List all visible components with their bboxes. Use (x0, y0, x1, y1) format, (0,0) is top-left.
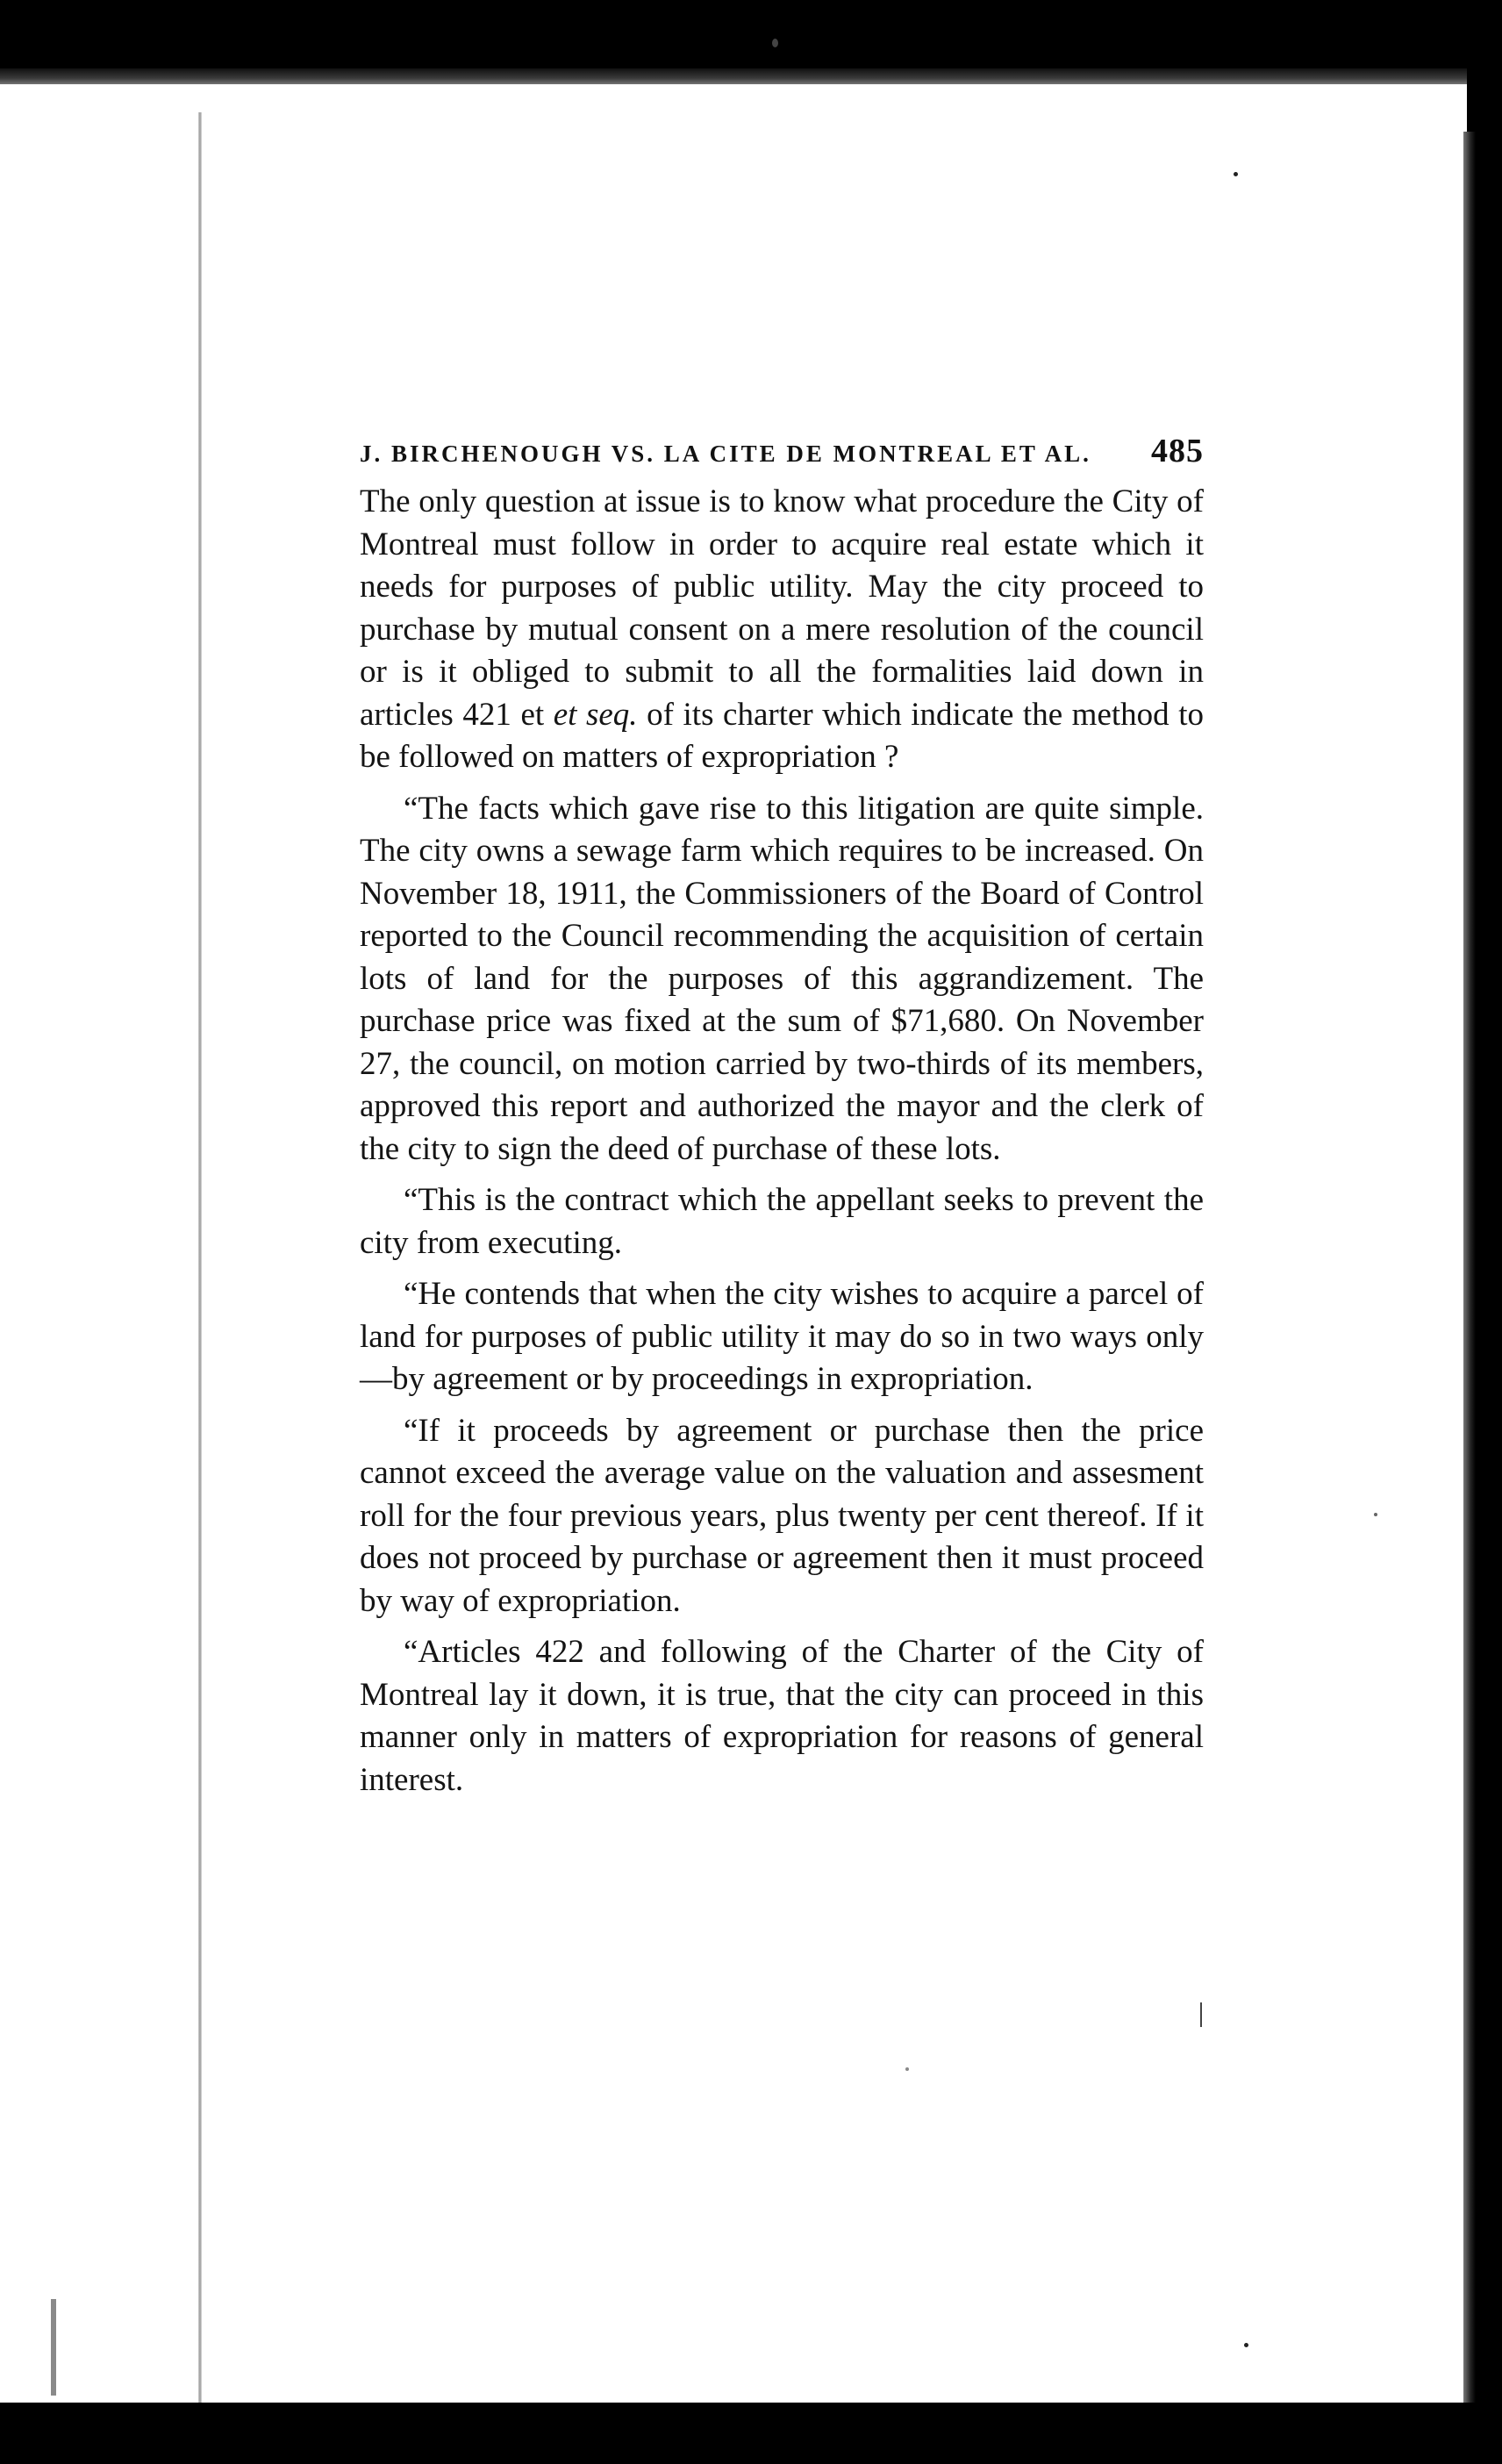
paragraph-5: “If it proceeds by agreement or purchase then the price cannot exceed the average value on the valuation and assesment roll for the four previous years, plus twenty per cent thereof. If it does not proceed by purchase or agreement then it must proceed by way of expropriation. (360, 1412, 1204, 1619)
paragraph-1 (360, 481, 1204, 779)
scan-speck (1244, 2343, 1248, 2347)
scan-speck (1374, 1513, 1377, 1516)
gutter-fold-line (198, 112, 202, 2403)
page-edge-shadow (1463, 132, 1476, 2404)
scan-speck (772, 39, 778, 47)
running-head (360, 432, 1204, 470)
paragraph-1-text-end: of its charter which indicate the method to be followed on matters of expropriation ? (360, 696, 1205, 775)
scan-border-bottom (0, 2403, 1502, 2464)
paragraph-1-text: The only question at issue is to know what procedure the City of Montreal must follow in order to acquire real estate which it needs for purposes of public utility. May the city proceed to purchase by mutual consent on a mere resolution of the council or is it obliged to submit to all the formalities laid down in articles 421 et (360, 483, 1204, 733)
paragraph-3: “This is the contract which the appellant seeks to prevent the city from executing. (360, 1182, 1204, 1261)
scan-speck (1234, 172, 1238, 176)
page-number: 485 (1151, 433, 1204, 469)
paragraph-1-italic: et seq. (553, 696, 638, 733)
paragraph-4: “He contends that when the city wishes to acquire a parcel of land for purposes of public utility it may do so in two ways only—by agreement or by proceedings in expropriation. (360, 1276, 1204, 1397)
binding-mark (51, 2299, 56, 2396)
body-text (360, 481, 1204, 1810)
running-head-title: J. BIRCHENOUGH VS. LA CITE DE MONTREAL ET AL. (360, 441, 1091, 467)
scan-tick-mark (1200, 2002, 1202, 2027)
paragraph-6: “Articles 422 and following of the Charter of the City of Montreal lay it down, it is true, that the city can proceed in this manner only in matters of expropriation for reasons of general interest. (360, 1634, 1204, 1798)
scan-speck (905, 2067, 909, 2071)
paragraph-2: “The facts which gave rise to this litigation are quite simple. The city owns a sewage farm which requires to be increased. On November 18, 1911, the Commissioners of the Board of Control reported to the Council recommending the acquisition of certain lots of land for the purposes of this aggrandizement. The purchase price was fixed at the sum of $71,680. On November 27, the council, on motion carried by two-thirds of its members, approved this report and authorized the mayor and the clerk of the city to sign the deed of purchase of these lots. (360, 790, 1204, 1167)
